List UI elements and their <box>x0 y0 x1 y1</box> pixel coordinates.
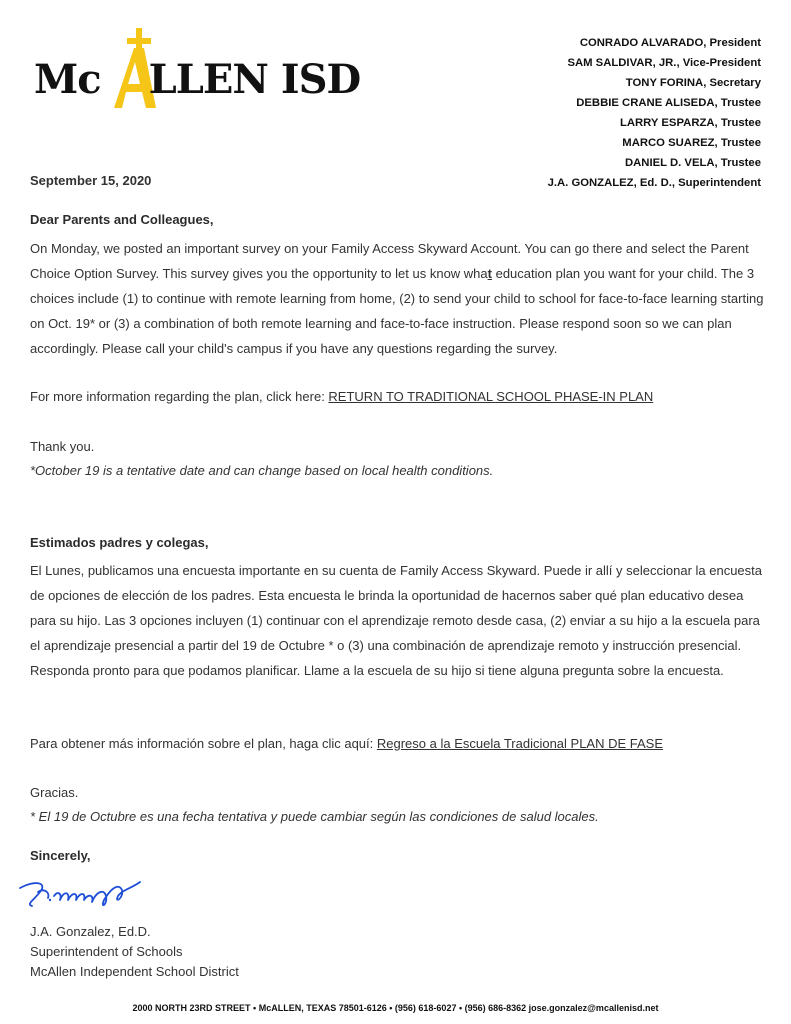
board-member: DEBBIE CRANE ALISEDA, Trustee <box>576 97 761 109</box>
salutation-en: Dear Parents and Colleagues, <box>30 212 214 227</box>
body-en-part2: education plan you want for your child. The 3 choices include (1) to continue with remote learning from home, (2) to send your child to school for face-to-face learning starting on Oct. 19* or (3) a combination of both remote learning and face-to-face instruction. Please respond soon so we can plan accordingly. Please call your child's campus if you have any questions regarding the survey. <box>30 266 764 356</box>
body-en <box>30 236 765 361</box>
phase-in-plan-link[interactable]: RETURN TO TRADITIONAL SCHOOL PHASE-IN PLAN <box>328 389 654 404</box>
board-member: CONRADO ALVARADO, President <box>579 37 761 49</box>
signer-org: McAllen Independent School District <box>30 964 239 979</box>
board-member: DANIEL D. VELA, Trustee <box>624 157 761 169</box>
signature-block <box>30 922 239 982</box>
fase-plan-link[interactable]: Regreso a la Escuela Tradicional PLAN DE FASE <box>376 736 664 751</box>
board-list <box>548 33 761 193</box>
more-info-en <box>30 389 653 404</box>
thanks-es: Gracias. <box>30 785 79 800</box>
body-es: El Lunes, publicamos una encuesta importante en su cuenta de Family Access Skyward. Puede ir allí y seleccionar la encuesta de opciones de elección de los padres. Esta encuesta le brinda la oportunidad de hacernos saber qué plan educativo desea para su hijo. Las 3 opciones incluyen (1) continuar con el aprendizaje remoto desde casa, (2) enviar a su hijo a la escuela para el aprendizaje presencial a partir del 19 de Octubre * o (3) una combinación de aprendizaje remoto y instrucción presencial. Responda pronto para que podamos planificar. Llame a la escuela de su hijo si tiene alguna pregunta sobre la encuesta. <box>30 563 763 678</box>
board-member: LARRY ESPARZA, Trustee <box>619 117 761 129</box>
board-member: MARCO SUAREZ, Trustee <box>622 137 761 149</box>
district-logo <box>34 26 361 118</box>
note-es: * El 19 de Octubre es una fecha tentativa y puede cambiar según las condiciones de salud locales. <box>30 809 599 824</box>
salutation-es: Estimados padres y colegas, <box>30 535 209 550</box>
more-info-en-prefix: For more information regarding the plan, click here: <box>30 389 329 404</box>
more-info-es-prefix: Para obtener más información sobre el plan, haga clic aquí: <box>30 736 377 751</box>
body-en-part1: On Monday, we posted an important survey on your Family Access Skyward Account. You can go there and select the Parent Choice Option Survey. This survey gives you the opportunity to let us know wha <box>30 241 749 281</box>
signer-title: Superintendent of Schools <box>30 944 183 959</box>
logo-wordmark <box>34 56 360 103</box>
more-info-es <box>30 736 663 751</box>
signer-name: J.A. Gonzalez, Ed.D. <box>30 924 151 939</box>
logo-mc: Mc <box>34 56 101 103</box>
letter-date: September 15, 2020 <box>30 173 152 188</box>
footer-address: 2000 NORTH 23RD STREET • McALLEN, TEXAS 78501-6126 • (956) 618-6027 • (956) 686-8362 jose.gonzalez@mcallenisd.net <box>132 1003 659 1013</box>
signature-image <box>14 870 154 914</box>
logo-rest: LLEN ISD <box>148 56 361 103</box>
board-member: J.A. GONZALEZ, Ed. D., Superintendent <box>547 177 761 189</box>
closing: Sincerely, <box>30 848 91 863</box>
body-en-underlined: t <box>487 266 492 281</box>
note-en: *October 19 is a tentative date and can change based on local health conditions. <box>30 463 494 478</box>
board-member: TONY FORINA, Secretary <box>625 77 761 89</box>
board-member: SAM SALDIVAR, JR., Vice-President <box>567 57 761 69</box>
thanks-en: Thank you. <box>30 439 95 454</box>
